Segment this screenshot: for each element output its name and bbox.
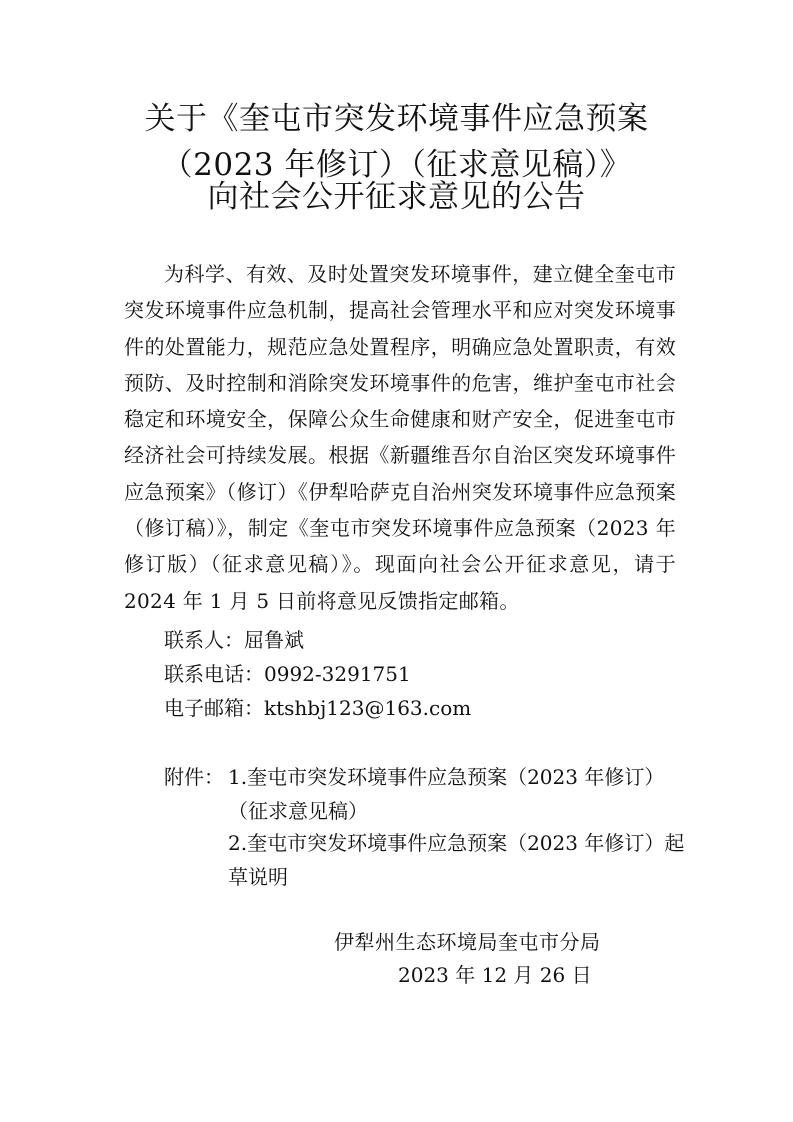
announcement-body: 为科学、有效、及时处置突发环境事件，建立健全奎屯市突发环境事件应急机制，提高社会管理水平和应对突发环境事件的处置能力，规范应急处置程序，明确应急处置职责，有效预防、及时控制和消除突发环境事件的危害，维护奎屯市社会稳定和环境安全，保障公众生命健康和财产安全，促进奎屯市经济社会可持续发展。根据《新疆维吾尔自治区突发环境事件应急预案》（修订）《伊犁哈萨克自治州突发环境事件应急预案（修订稿）》，制定《奎屯市突发环境事件应急预案（2023 年修订版）（征求意见稿）》。现面向社会公开征求意见，请于 2024 年 1 月 5 日前将意见反馈指定邮箱。: [124, 262, 676, 613]
signature-organization: 伊犁州生态环境局奎屯市分局: [334, 930, 601, 954]
document-title-line-2: （2023 年修订）（征求意见稿）》: [161, 147, 632, 183]
signature-date: 2023 年 12 月 26 日: [398, 963, 592, 987]
attachment-item-1: 1.奎屯市突发环境事件应急预案（2023 年修订）（征求意见稿）: [228, 765, 665, 823]
contact-email: 电子邮箱：ktshbj123@163.com: [164, 696, 472, 720]
attachments-label: 附件：: [164, 765, 224, 789]
document-title-line-1: 关于《奎屯市突发环境事件应急预案: [144, 101, 649, 137]
contact-phone: 联系电话：0992-3291751: [164, 662, 411, 686]
contact-person: 联系人：屈鲁斌: [164, 628, 304, 652]
attachment-item-2: 2.奎屯市突发环境事件应急预案（2023 年修订）起草说明: [228, 831, 685, 889]
document-title-line-3: 向社会公开征求意见的公告: [207, 179, 586, 215]
